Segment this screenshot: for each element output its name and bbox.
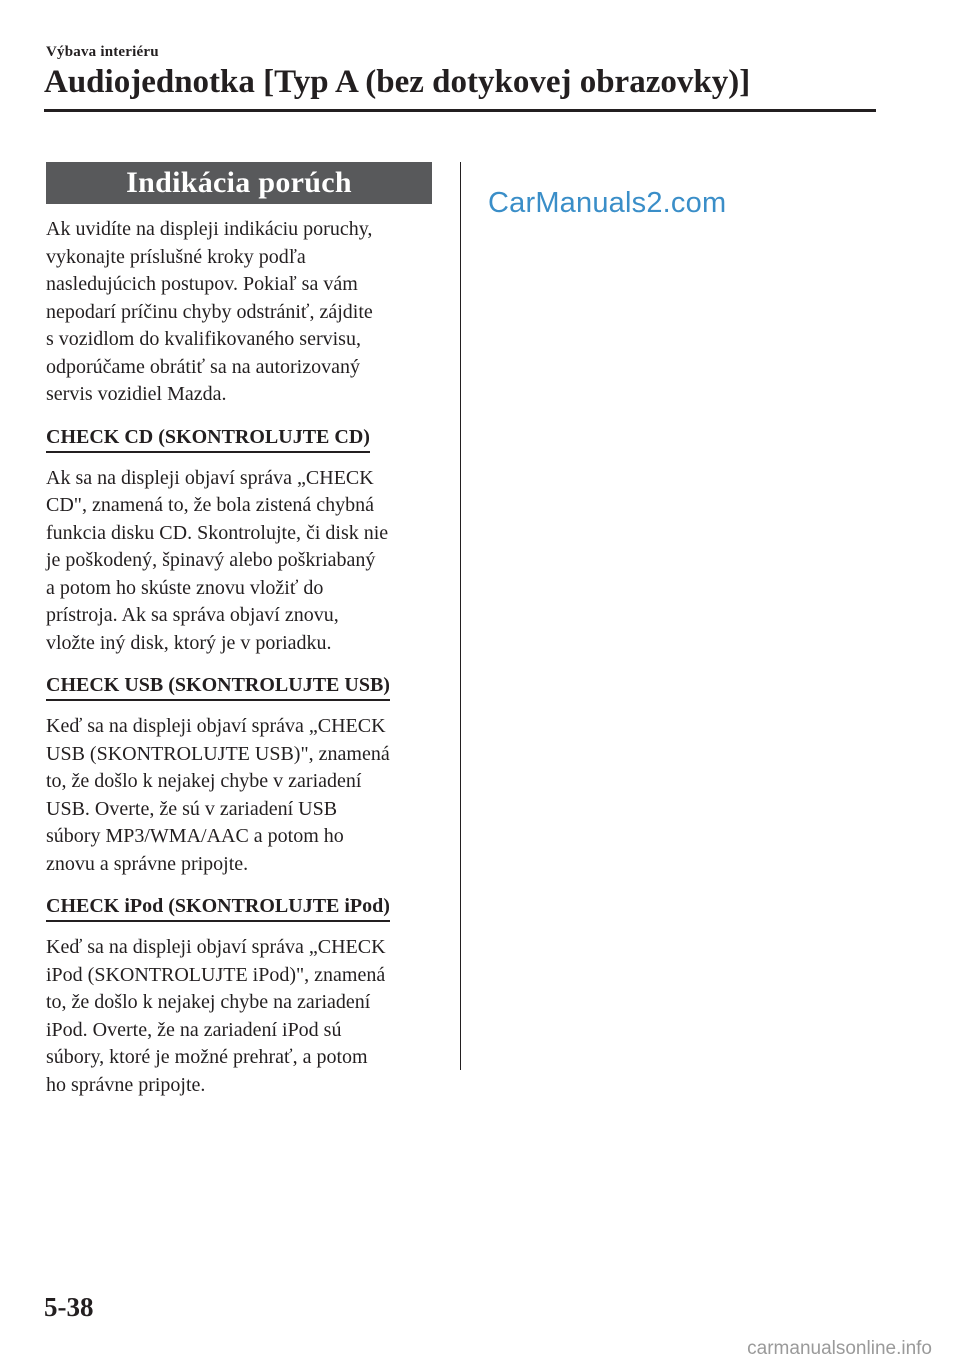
intro-line: nasledujúcich postupov. Pokiaľ sa vám bbox=[46, 273, 358, 295]
paragraph-line: USB (SKONTROLUJTE USB)", znamená bbox=[46, 742, 390, 765]
paragraph-line: to, že došlo k nejakej chybe v zariadení bbox=[46, 770, 362, 792]
intro-line: nepodarí príčinu chyby odstrániť, zájdite bbox=[46, 300, 373, 323]
intro-line: vykonajte príslušné kroky podľa bbox=[46, 245, 306, 268]
left-column bbox=[46, 162, 432, 1099]
paragraph-line: súbory, ktoré je možné prehrať, a potom bbox=[46, 1046, 368, 1068]
footer-watermark-link[interactable]: carmanualsonline.info bbox=[747, 1338, 932, 1359]
paragraph-line: CD", znamená to, že bola zistená chybná bbox=[46, 494, 375, 516]
paragraph-line: funkcia disku CD. Skontrolujte, či disk nie bbox=[46, 521, 389, 544]
subsection-heading-check-usb: CHECK USB (SKONTROLUJTE USB) bbox=[46, 673, 390, 701]
title-rule bbox=[44, 109, 876, 112]
paragraph-line: USB. Overte, že sú v zariadení USB bbox=[46, 797, 338, 820]
intro-line: servis vozidiel Mazda. bbox=[46, 383, 227, 405]
paragraph-line: Keď sa na displeji objaví správa „CHECK bbox=[46, 715, 386, 737]
paragraph-line: súbory MP3/WMA/AAC a potom ho bbox=[46, 825, 344, 847]
paragraph-line: Ak sa na displeji objaví správa „CHECK bbox=[46, 466, 374, 489]
check-usb-paragraph bbox=[46, 713, 432, 878]
page-title: Audiojednotka [Typ A (bez dotykovej obrazovky)] bbox=[44, 64, 751, 100]
paragraph-line: Keď sa na displeji objaví správa „CHECK bbox=[46, 936, 386, 958]
paragraph-line: prístroja. Ak sa správa objaví znovu, bbox=[46, 604, 339, 626]
paragraph-line: je poškodený, špinavý alebo poškriabaný bbox=[46, 549, 376, 571]
column-divider bbox=[460, 162, 461, 1070]
check-ipod-paragraph bbox=[46, 934, 432, 1099]
page-number: 5-38 bbox=[44, 1292, 94, 1322]
paragraph-line: ho správne pripojte. bbox=[46, 1073, 206, 1096]
paragraph-line: iPod (SKONTROLUJTE iPod)", znamená bbox=[46, 963, 386, 986]
paragraph-line: znovu a správne pripojte. bbox=[46, 852, 249, 875]
subsection-heading-check-cd: CHECK CD (SKONTROLUJTE CD) bbox=[46, 425, 370, 453]
intro-line: s vozidlom do kvalifikovaného servisu, bbox=[46, 328, 361, 350]
paragraph-line: iPod. Overte, že na zariadení iPod sú bbox=[46, 1018, 342, 1041]
intro-line: odporúčame obrátiť sa na autorizovaný bbox=[46, 355, 360, 378]
check-cd-paragraph bbox=[46, 465, 432, 658]
paragraph-line: vložte iný disk, ktorý je v poriadku. bbox=[46, 631, 332, 654]
watermark-link[interactable]: CarManuals2.com bbox=[488, 187, 727, 219]
paragraph-line: to, že došlo k nejakej chybe na zariadení bbox=[46, 991, 371, 1013]
section-title: Indikácia porúch bbox=[46, 162, 432, 204]
breadcrumb: Výbava interiéru bbox=[46, 44, 159, 60]
intro-paragraph bbox=[46, 216, 432, 409]
subsection-heading-check-ipod: CHECK iPod (SKONTROLUJTE iPod) bbox=[46, 894, 390, 922]
paragraph-line: a potom ho skúste znovu vložiť do bbox=[46, 576, 324, 599]
intro-line: Ak uvidíte na displeji indikáciu poruchy, bbox=[46, 218, 373, 240]
